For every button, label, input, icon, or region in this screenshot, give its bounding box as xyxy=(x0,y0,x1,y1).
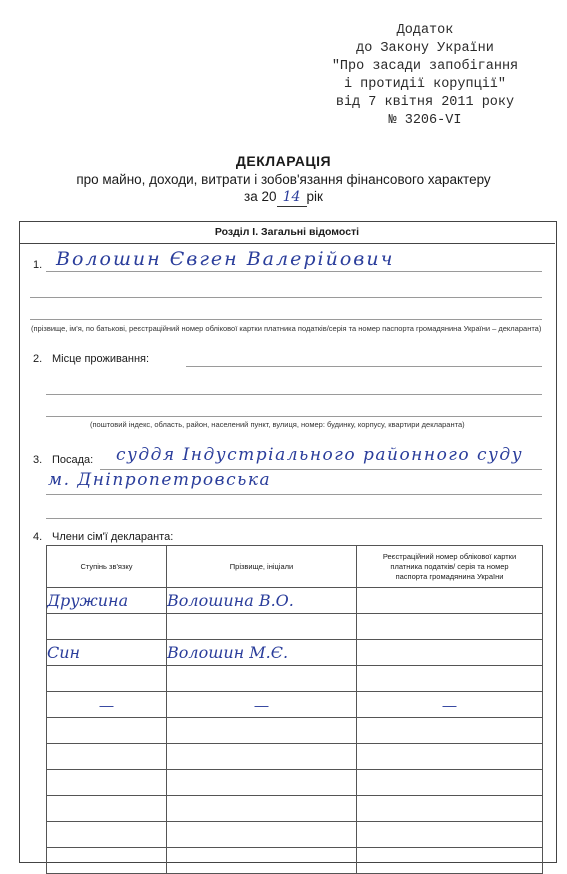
table-row xyxy=(47,614,543,640)
name-cell[interactable] xyxy=(167,796,357,822)
field-3-value-line2[interactable]: м. Дніпропетровська xyxy=(48,470,272,490)
name-cell[interactable]: — xyxy=(167,692,357,718)
field-3-value-line1[interactable]: суддя Індустріального районного суду xyxy=(116,445,524,465)
name-cell[interactable] xyxy=(167,770,357,796)
column-header-id: Реєстраційний номер облікової картки платника податків/ серія та номер паспорта громадянина України xyxy=(357,546,543,588)
table-row xyxy=(47,588,543,614)
name-cell[interactable] xyxy=(167,614,357,640)
field-4-number: 4. xyxy=(33,531,43,543)
field-1-value[interactable]: Волошин Євген Валерійович xyxy=(56,248,395,270)
field-3-label: Посада: xyxy=(52,454,94,466)
id-cell[interactable] xyxy=(357,614,543,640)
column-header-name: Прізвище, ініціали xyxy=(167,546,357,588)
appendix-line: до Закону України xyxy=(356,41,494,56)
column-header-relation: Ступінь зв'язку xyxy=(47,546,167,588)
relation-cell[interactable] xyxy=(47,796,167,822)
table-row xyxy=(47,692,543,718)
id-cell[interactable] xyxy=(357,640,543,666)
appendix-line: № 3206-VI xyxy=(388,113,462,128)
field-1-line xyxy=(30,319,542,320)
relation-cell[interactable] xyxy=(47,822,167,848)
name-cell[interactable]: Волошин М.Є. xyxy=(167,640,357,666)
name-cell[interactable]: Волошина В.О. xyxy=(167,588,357,614)
section-heading: Розділ І. Загальні відомості xyxy=(19,221,555,244)
id-cell[interactable] xyxy=(357,666,543,692)
appendix-block xyxy=(300,22,550,130)
year-field[interactable]: 14 xyxy=(277,189,307,207)
field-3-line xyxy=(46,494,542,495)
field-1-number: 1. xyxy=(33,259,43,271)
field-2-line xyxy=(46,394,542,395)
field-3-number: 3. xyxy=(33,454,43,466)
relation-cell[interactable] xyxy=(47,718,167,744)
year-suffix: рік xyxy=(306,189,323,204)
appendix-line: від 7 квітня 2011 року xyxy=(335,95,515,110)
table-row xyxy=(47,718,543,744)
field-2-line xyxy=(46,416,542,417)
document-subtitle xyxy=(0,171,567,207)
year-line xyxy=(0,188,567,207)
table-row xyxy=(47,796,543,822)
table-header-row xyxy=(47,546,543,588)
name-cell[interactable] xyxy=(167,822,357,848)
field-2-label: Місце проживання: xyxy=(52,353,150,365)
relation-cell[interactable]: Син xyxy=(47,640,167,666)
table-row xyxy=(47,770,543,796)
field-1-hint: (прізвище, ім'я, по батькові, реєстраційний номер облікової картки платника податків/серія та номер паспорта громадянина України – декларанта) xyxy=(31,324,542,333)
relation-cell[interactable] xyxy=(47,666,167,692)
relation-cell[interactable] xyxy=(47,744,167,770)
id-cell[interactable] xyxy=(357,770,543,796)
field-4-label: Члени сім'ї декларанта: xyxy=(52,531,174,543)
name-cell[interactable] xyxy=(167,744,357,770)
year-prefix: за 20 xyxy=(244,189,277,204)
name-cell[interactable] xyxy=(167,666,357,692)
relation-cell[interactable]: — xyxy=(47,692,167,718)
appendix-line: "Про засади запобігання xyxy=(331,59,519,74)
id-cell[interactable] xyxy=(357,718,543,744)
relation-cell[interactable] xyxy=(47,614,167,640)
family-members-table xyxy=(46,545,543,874)
field-2-number: 2. xyxy=(33,353,43,365)
name-cell[interactable] xyxy=(167,718,357,744)
appendix-line: і протидії корупції" xyxy=(343,77,507,92)
id-cell[interactable] xyxy=(357,848,543,874)
id-cell[interactable]: — xyxy=(357,692,543,718)
field-2-line xyxy=(186,366,542,367)
id-cell[interactable] xyxy=(357,588,543,614)
id-cell[interactable] xyxy=(357,744,543,770)
relation-cell[interactable] xyxy=(47,848,167,874)
appendix-line: Додаток xyxy=(396,23,454,38)
field-3-line xyxy=(46,518,542,519)
subtitle-text: про майно, доходи, витрати і зобов'язання фінансового характеру xyxy=(76,172,491,187)
table-row xyxy=(47,822,543,848)
field-1-line xyxy=(46,271,542,272)
id-cell[interactable] xyxy=(357,796,543,822)
table-row xyxy=(47,666,543,692)
relation-cell[interactable] xyxy=(47,770,167,796)
table-row xyxy=(47,640,543,666)
table-row xyxy=(47,744,543,770)
id-cell[interactable] xyxy=(357,822,543,848)
relation-cell[interactable]: Дружина xyxy=(47,588,167,614)
document-title: ДЕКЛАРАЦІЯ xyxy=(235,153,332,169)
field-2-hint: (поштовий індекс, область, район, населений пункт, вулиця, номер: будинку, корпусу, квартири декларанта) xyxy=(90,420,465,429)
table-row xyxy=(47,848,543,874)
name-cell[interactable] xyxy=(167,848,357,874)
field-1-line xyxy=(30,297,542,298)
